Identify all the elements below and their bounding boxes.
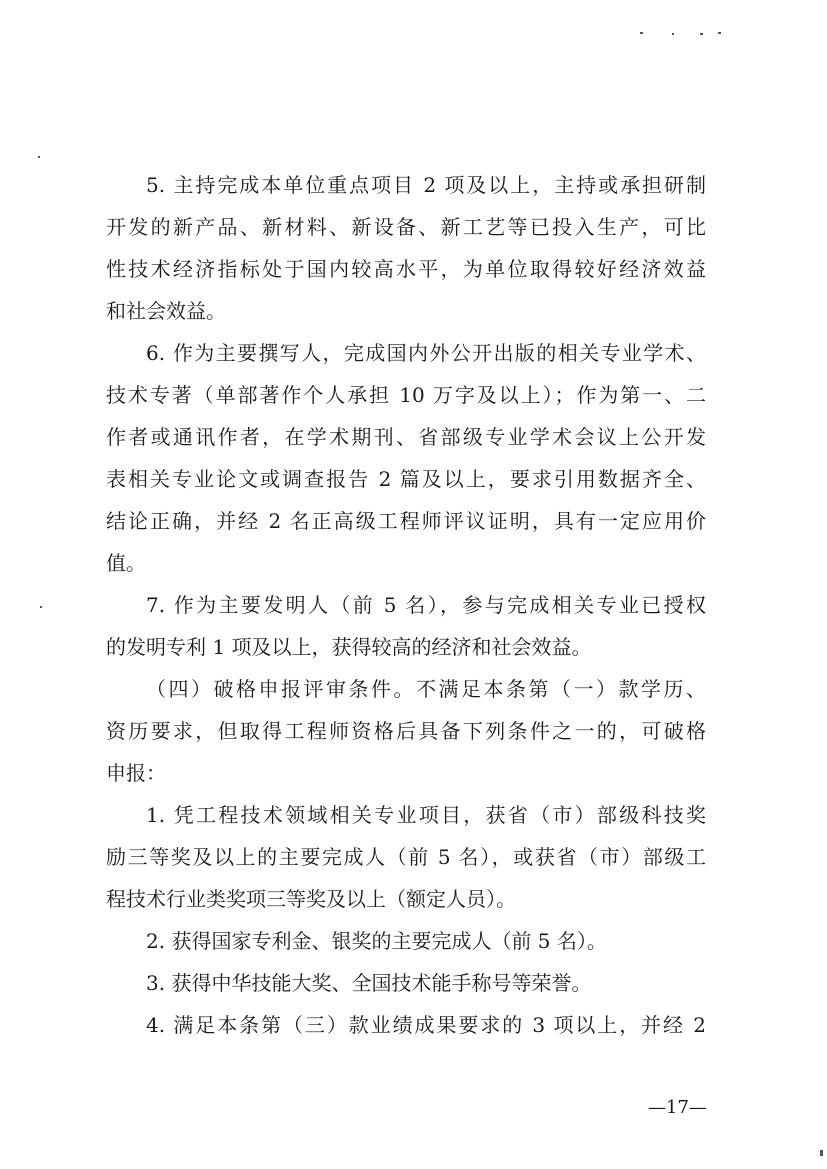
paragraph-6-line-5: 结论正确，并经 2 名正高级工程师评议证明，具有一定应用价 (106, 509, 706, 533)
scan-speck (40, 606, 42, 608)
paragraph-5-line-2: 开发的新产品、新材料、新设备、新工艺等已投入生产，可比 (106, 215, 706, 239)
paragraph-6-line-4: 表相关专业论文或调查报告 2 篇及以上，要求引用数据齐全、 (106, 467, 706, 491)
page-number: —17— (648, 1097, 707, 1118)
item-3-line-1: 3. 获得中华技能大奖、全国技术能手称号等荣誉。 (146, 971, 592, 995)
scan-speck (718, 32, 721, 34)
paragraph-6-line-2: 技术专著（单部著作个人承担 10 万字及以上）；作为第一、二 (106, 383, 706, 407)
scan-speck (672, 33, 674, 35)
paragraph-7-line-2: 的发明专利 1 项及以上，获得较高的经济和社会效益。 (106, 635, 592, 659)
item-1-line-3: 程技术行业类奖项三等奖及以上（额定人员）。 (106, 887, 516, 911)
scan-speck (38, 156, 40, 158)
paragraph-6-line-3: 作者或通讯作者，在学术期刊、省部级专业学术会议上公开发 (106, 425, 706, 449)
paragraph-6-line-1: 6. 作为主要撰写人，完成国内外公开出版的相关专业学术、 (146, 341, 706, 365)
paragraph-5-line-1: 5. 主持完成本单位重点项目 2 项及以上，主持或承担研制 (146, 173, 706, 197)
paragraph-7-line-1: 7. 作为主要发明人（前 5 名），参与完成相关专业已授权 (146, 593, 706, 617)
item-1-line-2: 励三等奖及以上的主要完成人（前 5 名），或获省（市）部级工 (106, 845, 706, 869)
scan-speck (700, 33, 703, 35)
section-4-line-1: （四）破格申报评审条件。不满足本条第（一）款学历、 (146, 677, 706, 701)
section-4-line-3: 申报： (106, 761, 166, 785)
item-1-line-1: 1. 凭工程技术领域相关专业项目，获省（市）部级科技奖 (146, 803, 706, 827)
paragraph-6-line-6: 值。 (106, 551, 146, 575)
section-4-line-2: 资历要求，但取得工程师资格后具备下列条件之一的，可破格 (106, 719, 706, 743)
paragraph-5-line-3: 性技术经济指标处于国内较高水平，为单位取得较好经济效益 (106, 257, 706, 281)
scan-speck (640, 32, 643, 34)
item-4-line-1: 4. 满足本条第（三）款业绩成果要求的 3 项以上，并经 2 (146, 1013, 706, 1037)
paragraph-5-line-4: 和社会效益。 (106, 299, 226, 323)
scan-speck (820, 1150, 823, 1156)
item-2-line-1: 2. 获得国家专利金、银奖的主要完成人（前 5 名）。 (146, 929, 607, 953)
